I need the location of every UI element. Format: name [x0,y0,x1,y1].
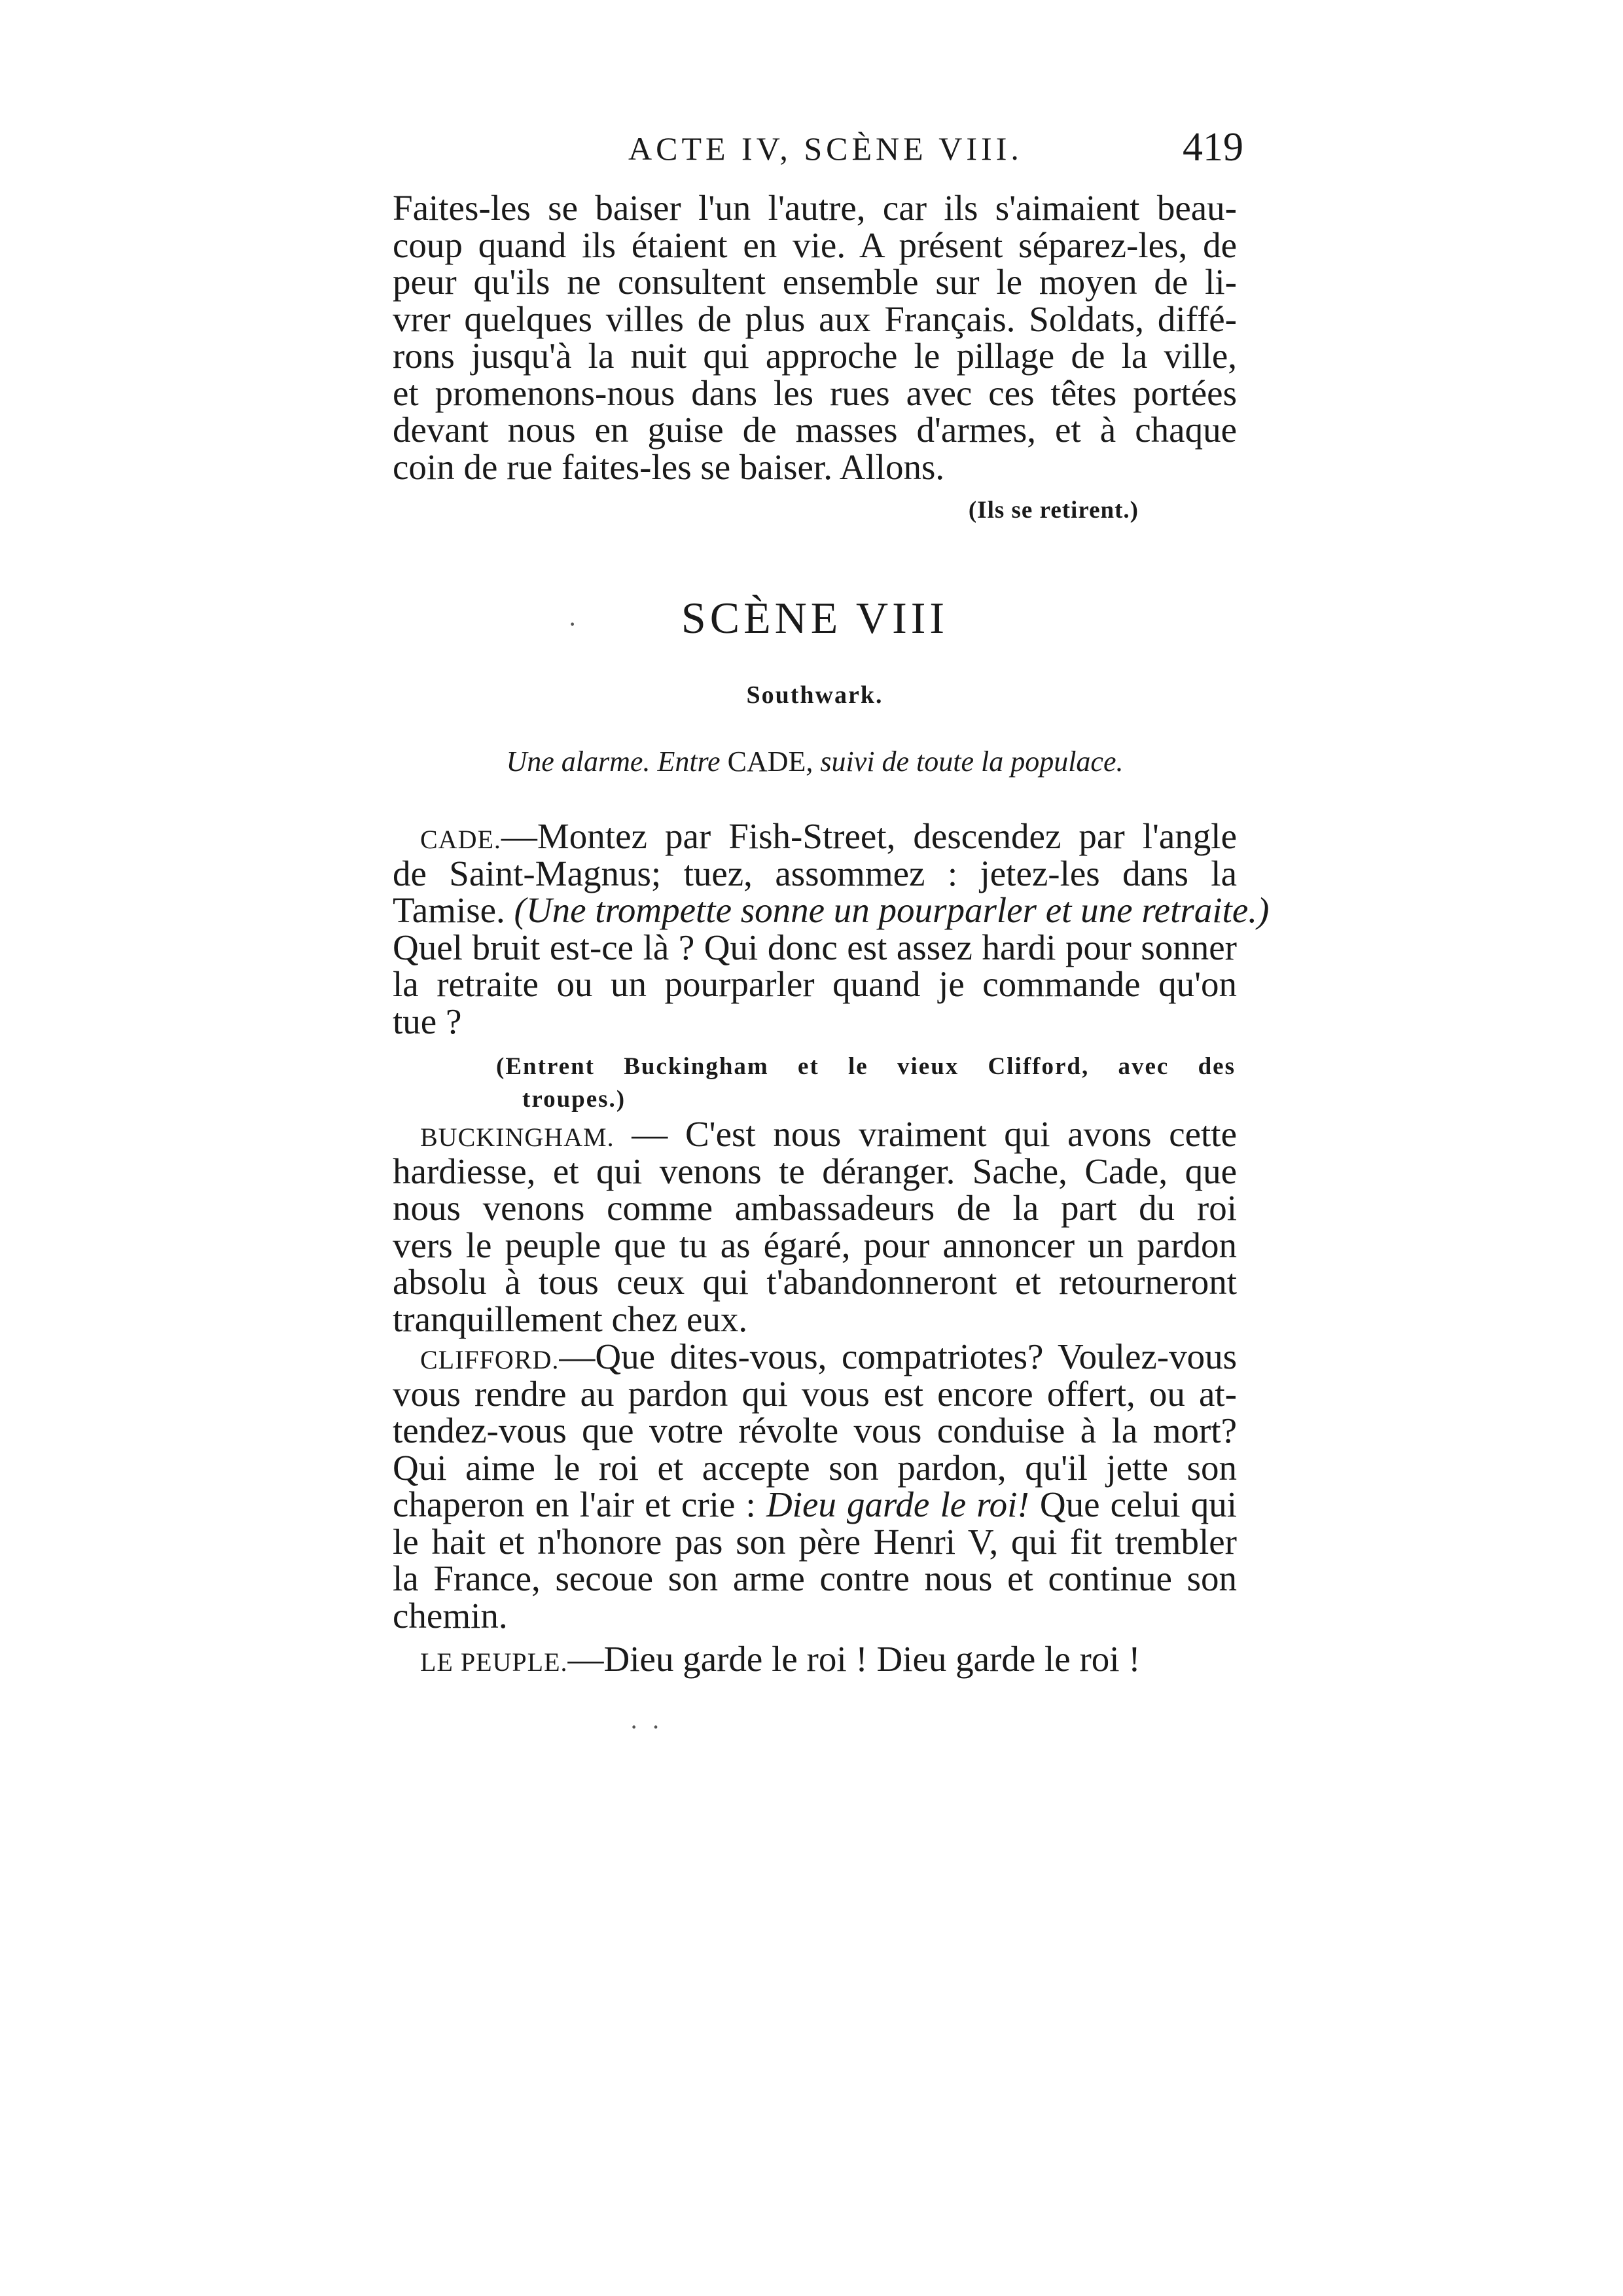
text-line: la retraite ou un pourparler quand je commande qu'on [393,964,1237,1004]
text-line: tranquillement chez eux. [393,1299,748,1339]
entry-text: Une alarme. Entre [506,745,721,778]
print-speck: · [568,609,577,639]
speech-text: Que celui qui [1029,1484,1237,1524]
text-line: Quel bruit est-ce là ? Qui donc est assez hardi pour sonner [393,927,1237,967]
speech-text: —Montez par Fish-Street, descendez par l'angle [501,816,1237,856]
text-line: devant nous en guise de masses d'armes, et à chaque [393,410,1237,450]
text-line: tue ? [393,1001,462,1041]
text-line: chemin. [393,1595,508,1636]
text-line: peur qu'ils ne consultent ensemble sur le moyen de li- [393,262,1237,302]
text-line: de Saint-Magnus; tuez, assommez : jetez-les dans la [393,853,1237,893]
stage-line: troupes.) [522,1086,626,1113]
scene-title: SCÈNE VIII [681,593,949,643]
text-line: coin de rue faites-les se baiser. Allons. [393,446,945,487]
text-line: rons jusqu'à la nuit qui approche le pillage de la ville, [393,336,1237,376]
print-speck: · · [630,1712,660,1742]
speech-buckingham [393,1116,1237,1338]
text-line: Qui aime le roi et accepte son pardon, qu'il jette son [393,1447,1237,1488]
text-line: le hait et n'honore pas son père Henri V, qui fit trembler [393,1521,1237,1562]
scene-location: Southwark. [746,681,883,709]
speech-text: —Dieu garde le roi ! Dieu garde le roi ! [567,1639,1141,1679]
scene-entry-direction [393,745,1237,778]
text-line: tendez-vous que votre révolte vous conduise à la mort? [393,1410,1237,1450]
speech-text: — C'est nous vraiment qui avons cette [614,1114,1237,1154]
previous-scene-paragraph [393,190,1237,486]
text-line: vrer quelques villes de plus aux Français. Soldats, diffé- [393,298,1237,339]
speech-le-peuple [393,1641,1237,1678]
speech-text: chaperon en l'air et crie : [393,1484,766,1524]
stage-direction-exit: (Ils se retirent.) [968,497,1139,524]
text-line: la France, secoue son arme contre nous et continue son [393,1558,1237,1598]
text-line: absolu à tous ceux qui t'abandonneront et retourneront [393,1262,1237,1302]
stage-line: (Entrent Buckingham et le vieux Clifford, avec des [496,1053,1236,1080]
text-line: vers le peuple que tu as égaré, pour annoncer un pardon [393,1225,1237,1265]
page-number: 419 [1183,125,1243,170]
text-line: hardiesse, et qui venons te déranger. Sache, Cade, que [393,1151,1237,1191]
text-line: coup quand ils étaient en vie. A présent séparez-les, de [393,224,1237,265]
speaker-name: CLIFFORD. [420,1345,560,1374]
text-line: nous venons comme ambassadeurs de la part du roi [393,1188,1237,1228]
inline-stage-direction: (Une trompette sonne un pourparler et une retraite.) [514,890,1270,930]
entry-text: , suivi de toute la populace. [806,745,1124,778]
entry-character-name: CADE [727,745,806,778]
speaker-name: CADE. [420,825,501,854]
speech-cade [393,816,1270,1041]
text-line: vous rendre au pardon qui vous est encore offert, ou at- [393,1373,1237,1414]
speech-text: Tamise. [393,890,514,930]
quoted-cry: Dieu garde le roi! [766,1484,1029,1524]
stage-direction-enter [496,1050,1236,1116]
text-line: Faites-les se baiser l'un l'autre, car ils s'aimaient beau- [393,188,1237,228]
speech-text: —Que dites-vous, compatriotes? Voulez-vous [559,1336,1237,1376]
speaker-name: BUCKINGHAM. [420,1122,615,1152]
speaker-name: LE PEUPLE. [420,1647,568,1677]
speech-clifford [393,1338,1237,1634]
page-header [393,124,1243,177]
running-head: ACTE IV, SCÈNE VIII. [628,130,1023,167]
text-line: et promenons-nous dans les rues avec ces têtes portées [393,372,1237,413]
